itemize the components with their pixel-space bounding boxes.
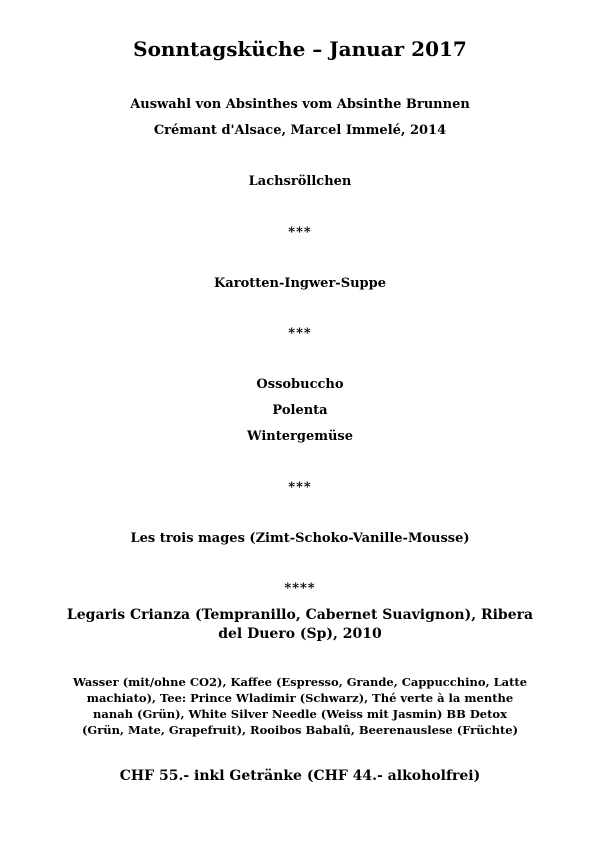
separator: *** bbox=[288, 480, 312, 495]
separator: **** bbox=[284, 581, 316, 596]
aperitif-line: Auswahl von Absinthes vom Absinthe Brunnen bbox=[130, 97, 470, 112]
course-main-side: Polenta bbox=[272, 403, 328, 418]
separator: *** bbox=[288, 225, 312, 240]
course-starter: Lachsröllchen bbox=[248, 174, 352, 189]
cremant-line: Crémant d'Alsace, Marcel Immelé, 2014 bbox=[153, 123, 447, 138]
separator: *** bbox=[288, 326, 312, 341]
drinks-list: Wasser (mit/ohne CO2), Kaffee (Espresso, Grande, Cappucchino, Latte machiato), Tee: Prince Wladimir (Schwarz), Thé verte à la menthe nanah (Grün), White Silver Needle (Weiss mit Jasmin) BB Detox (Grün, Mate, Grapefruit), Rooibos Babalû, Beerenauslese (Früchte) bbox=[72, 675, 528, 737]
price-line: CHF 55.- inkl Getränke (CHF 44.- alkoholfrei) bbox=[119, 768, 481, 784]
course-main: Ossobuccho bbox=[256, 377, 344, 392]
menu-title: Sonntagsküche – Januar 2017 bbox=[133, 37, 467, 61]
course-soup: Karotten-Ingwer-Suppe bbox=[214, 276, 386, 291]
course-main-side: Wintergemüse bbox=[246, 429, 354, 444]
course-dessert: Les trois mages (Zimt-Schoko-Vanille-Mousse) bbox=[130, 531, 470, 546]
wine-pairing: Legaris Crianza (Tempranillo, Cabernet Suavignon), Ribera del Duero (Sp), 2010 bbox=[66, 607, 534, 642]
